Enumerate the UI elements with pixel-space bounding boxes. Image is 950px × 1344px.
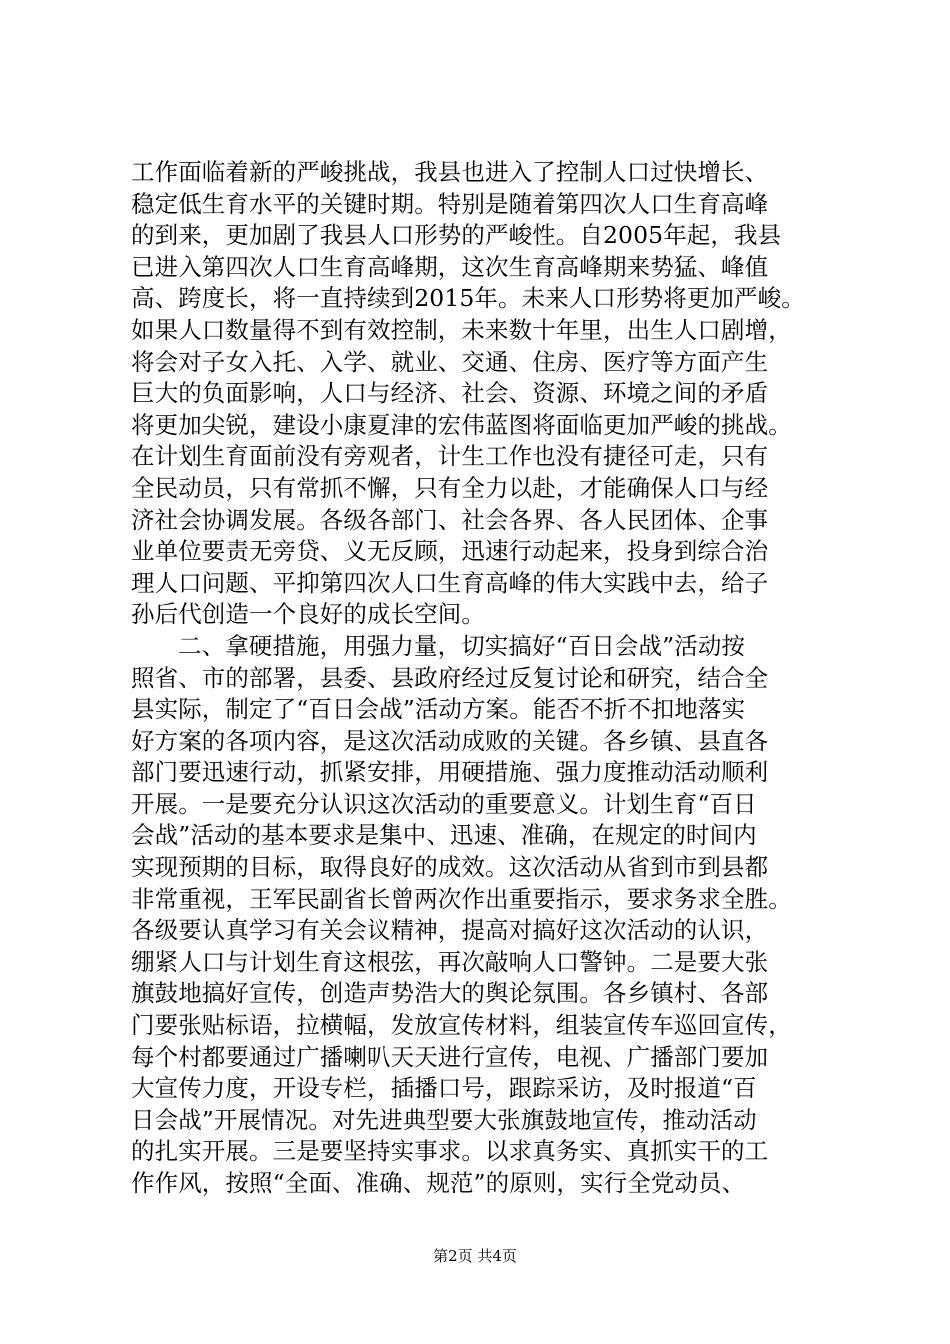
text-line: 大宣传力度，开设专栏，插播口号，跟踪采访，及时报道“百: [131, 1074, 757, 1103]
text-line: 会战”活动的基本要求是集中、迅速、准确，在规定的时间内: [131, 821, 757, 850]
text-line: 济社会协调发展。各级各部门、社会各界、各人民团体、企事: [131, 505, 769, 534]
text-line: 绷紧人口与计划生育这根弦，再次敲响人口警钟。二是要大张: [131, 947, 769, 976]
text-line: 的扎实开展。三是要坚持实事求。以求真务实、真抓实干的工: [131, 1137, 769, 1166]
text-line: 理人口问题、平抑第四次人口生育高峰的伟大实践中去，给子: [131, 568, 769, 597]
text-line: 部门要迅速行动，抓紧安排，用硬措施、强力度推动活动顺利: [131, 758, 769, 787]
text-line: 将会对子女入托、入学、就业、交通、住房、医疗等方面产生: [131, 347, 769, 376]
text-line: 县实际，制定了“百日会战”活动方案。能否不折不扣地落实: [131, 695, 746, 724]
text-line: 实现预期的目标，取得良好的成效。这次活动从省到市到县都: [131, 853, 769, 882]
text-line: 各级要认真学习有关会议精神，提高对搞好这次活动的认识，: [131, 916, 769, 945]
text-line: 照省、市的部署，县委、县政府经过反复讨论和研究，结合全: [131, 663, 769, 692]
text-line: 在计划生育面前没有旁观者，计生工作也没有捷径可走，只有: [131, 442, 769, 471]
text-line: 全民动员，只有常抓不懈，只有全力以赴，才能确保人口与经: [131, 473, 769, 502]
text-line: 如果人口数量得不到有效控制，未来数十年里，出生人口剧增，: [131, 315, 792, 344]
text-line: 业单位要责无旁贷、义无反顾，迅速行动起来，投身到综合治: [131, 537, 769, 566]
document-body: [131, 157, 851, 1200]
text-line: 每个村都要通过广播喇叭天天进行宣传，电视、广播部门要加: [131, 1042, 769, 1071]
text-line: 门要张贴标语，拉横幅，发放宣传材料，组装宣传车巡回宣传，: [131, 1011, 792, 1040]
text-line: 二、拿硬措施，用强力量，切实搞好“百日会战”活动按: [178, 631, 746, 660]
text-line: 日会战”开展情况。对先进典型要大张旗鼓地宣传，推动活动: [131, 1105, 757, 1134]
text-line: 旗鼓地搞好宣传，创造声势浩大的舆论氛围。各乡镇村、各部: [131, 979, 769, 1008]
text-line: 非常重视，王军民副省长曾两次作出重要指示，要求务求全胜。: [131, 884, 792, 913]
text-line: 孙后代创造一个良好的成长空间。: [131, 600, 485, 629]
text-line: 稳定低生育水平的关键时期。特别是随着第四次人口生育高峰: [131, 189, 769, 218]
page-footer: 第2页 共4页: [433, 1247, 517, 1265]
text-line: 开展。一是要充分认识这次活动的重要意义。计划生育“百日: [131, 789, 757, 818]
text-line: 工作面临着新的严峻挑战，我县也进入了控制人口过快增长、: [131, 158, 769, 186]
text-line: 好方案的各项内容，是这次活动成败的关键。各乡镇、县直各: [131, 726, 769, 755]
text-line: 已进入第四次人口生育高峰期，这次生育高峰期来势猛、峰值: [131, 252, 769, 281]
text-line: 的到来，更加剧了我县人口形势的严峻性。自2005年起，我县: [131, 221, 782, 250]
text-line: 巨大的负面影响，人口与经济、社会、资源、环境之间的矛盾: [131, 379, 769, 408]
text-line: 将更加尖锐，建设小康夏津的宏伟蓝图将面临更加严峻的挑战。: [131, 410, 792, 439]
text-line: 作作风，按照“全面、准确、规范”的原则，实行全党动员、: [131, 1169, 746, 1197]
text-line: 高、跨度长，将一直持续到2015年。未来人口形势将更加严峻。: [131, 284, 805, 313]
